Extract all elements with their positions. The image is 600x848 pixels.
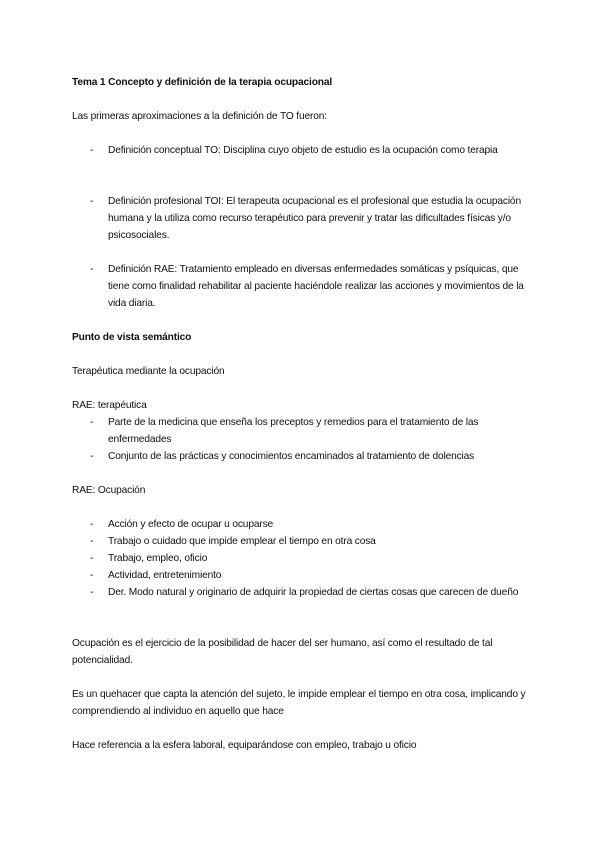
- bullet-dash: -: [90, 451, 94, 462]
- semantic-heading: Punto de vista semántico: [72, 332, 192, 343]
- rae-ocupacion-label: RAE: Ocupación: [72, 485, 146, 496]
- bullet-dash: -: [90, 553, 94, 564]
- definition-profesional: Definición profesional TOI: El terapeuta ocupacional es el profesional que estudia la ocupación humana y la utiliza como recurso terapéutico para prevenir y tratar las dificultades físicas y/o psicosociales.: [108, 196, 521, 241]
- terapeutica-item: Parte de la medicina que enseña los preceptos y remedios para el tratamiento de las enfermedades: [108, 417, 479, 445]
- definition-rae: Definición RAE: Tratamiento empleado en diversas enfermedades somáticas y psíquicas, que tiene como finalidad rehabilitar al paciente haciéndole realizar las acciones y movimientos de la vida diaria.: [108, 264, 524, 309]
- ocupacion-item: Actividad, entretenimiento: [108, 570, 222, 581]
- document-title: Tema 1 Concepto y definición de la terapia ocupacional: [72, 77, 333, 88]
- ocupacion-item: Acción y efecto de ocupar u ocuparse: [108, 519, 274, 530]
- bullet-dash: -: [90, 519, 94, 530]
- definition-conceptual: Definición conceptual TO: Disciplina cuyo objeto de estudio es la ocupación como terapia: [108, 145, 498, 156]
- paragraph: Ocupación es el ejercicio de la posibilidad de hacer del ser humano, así como el resultado de tal potencialidad.: [72, 638, 493, 666]
- bullet-dash: -: [90, 570, 94, 581]
- bullet-dash: -: [90, 264, 94, 275]
- paragraph: Es un quehacer que capta la atención del sujeto, le impide emplear el tiempo en otra cosa, implicando y comprendiendo al individuo en aquello que hace: [72, 689, 526, 717]
- paragraph: Hace referencia a la esfera laboral, equiparándose con empleo, trabajo u oficio: [72, 740, 417, 751]
- bullet-dash: -: [90, 145, 94, 156]
- bullet-dash: -: [90, 417, 94, 428]
- ocupacion-item: Der. Modo natural y originario de adquirir la propiedad de ciertas cosas que carecen de dueño: [108, 587, 519, 598]
- bullet-dash: -: [90, 587, 94, 598]
- ocupacion-item: Trabajo o cuidado que impide emplear el tiempo en otra cosa: [108, 536, 376, 547]
- ocupacion-item: Trabajo, empleo, oficio: [108, 553, 208, 564]
- bullet-dash: -: [90, 536, 94, 547]
- semantic-subtitle: Terapéutica mediante la ocupación: [72, 366, 225, 377]
- intro-text: Las primeras aproximaciones a la definición de TO fueron:: [72, 111, 327, 122]
- terapeutica-item: Conjunto de las prácticas y conocimientos encaminados al tratamiento de dolencias: [108, 451, 475, 462]
- bullet-dash: -: [90, 196, 94, 207]
- rae-terapeutica-label: RAE: terapéutica: [72, 400, 147, 411]
